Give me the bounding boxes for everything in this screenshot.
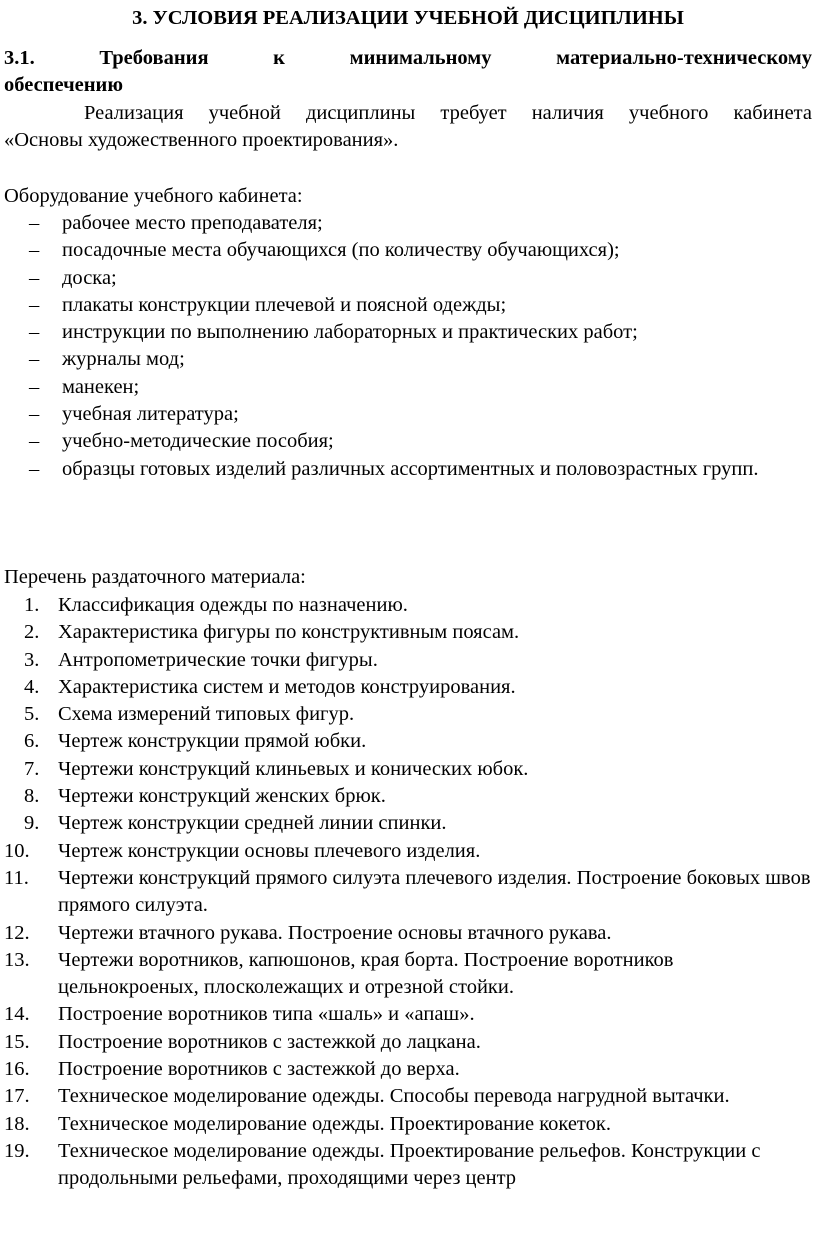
handout-item-number: 17.: [4, 1085, 30, 1108]
intro-paragraph-cont: «Основы художественного проектирования».: [4, 129, 399, 151]
handout-item-text: Чертежи конструкций прямого силуэта плечевого изделия. Построение боковых швов прямого силуэта.: [58, 866, 811, 917]
equipment-item: [0, 292, 816, 319]
handout-item: [0, 701, 816, 728]
equipment-item-text: доска;: [62, 266, 117, 289]
handout-item-text: Чертеж конструкции основы плечевого изделия.: [58, 839, 481, 862]
handout-item: [0, 728, 816, 755]
handout-item-text: Чертеж конструкции средней линии спинки.: [58, 812, 447, 835]
handout-item-number: 12.: [4, 921, 30, 944]
handout-item: [0, 947, 816, 1002]
handout-item-number: 1.: [24, 594, 40, 616]
handout-item-text: Техническое моделирование одежды. Способы перевода нагрудной вытачки.: [58, 1085, 730, 1108]
handout-item-number: 15.: [4, 1030, 30, 1053]
handout-item-text: Построение воротников типа «шаль» и «апаш».: [58, 1003, 475, 1026]
handout-item: [0, 1001, 816, 1028]
equipment-item-text: манекен;: [62, 375, 140, 398]
handout-item: [0, 674, 816, 701]
handout-item-number: 9.: [24, 812, 40, 835]
section-title: 3. УСЛОВИЯ РЕАЛИЗАЦИИ УЧЕБНОЙ ДИСЦИПЛИНЫ: [132, 7, 684, 29]
dash-marker: –: [29, 348, 40, 371]
dash-marker: –: [29, 375, 40, 398]
equipment-item: [0, 265, 816, 292]
dash-marker: –: [29, 266, 40, 289]
handout-item-number: 10.: [4, 839, 30, 862]
equipment-item: [0, 456, 816, 483]
dash-marker: –: [29, 293, 40, 316]
handout-item: [0, 1056, 816, 1083]
handout-item-text: Характеристика систем и методов конструирования.: [58, 675, 516, 698]
handout-item-number: 19.: [4, 1139, 30, 1162]
subsection-heading-cont: обеспечению: [4, 74, 124, 96]
handout-item-text: Техническое моделирование одежды. Проектирование кокеток.: [58, 1112, 611, 1135]
handout-item-text: Антропометрические точки фигуры.: [58, 648, 378, 671]
intro-paragraph: [4, 100, 812, 127]
equipment-item: [0, 346, 816, 373]
handout-item-text: Построение воротников с застежкой до верха.: [58, 1058, 460, 1081]
handout-item-number: 13.: [4, 948, 30, 971]
handout-item: [0, 865, 816, 920]
handout-item-text: Чертеж конструкции прямой юбки.: [58, 730, 367, 753]
handout-item: [0, 619, 816, 646]
handout-item-number: 11.: [4, 866, 29, 889]
dash-marker: –: [29, 430, 40, 453]
handout-item-number: 4.: [24, 675, 40, 698]
handout-item-text: Характеристика фигуры по конструктивным поясам.: [58, 621, 520, 644]
handout-title: Перечень раздаточного материала:: [4, 566, 306, 588]
subsection-heading: 3.1. Требования к минимальному материально-техническому: [4, 47, 812, 69]
equipment-item: [0, 374, 816, 401]
handout-item-number: 14.: [4, 1003, 30, 1026]
handout-item-text: Чертежи втачного рукава. Построение основы втачного рукава.: [58, 921, 612, 944]
dash-marker: –: [29, 403, 40, 426]
equipment-item-text: плакаты конструкции плечевой и поясной одежды;: [62, 293, 507, 316]
dash-marker: –: [29, 239, 40, 262]
handout-item-number: 5.: [24, 703, 40, 726]
handout-item: [0, 647, 816, 674]
equipment-item-text: посадочные места обучающихся (по количеству обучающихся);: [62, 239, 620, 262]
equipment-item: [0, 401, 816, 428]
handout-item: [0, 1029, 816, 1056]
handout-item: [0, 756, 816, 783]
handout-item-number: 7.: [24, 757, 40, 780]
handout-item: [0, 1083, 816, 1110]
handout-item: [0, 1138, 816, 1193]
handout-item-text: Чертежи воротников, капюшонов, края борта. Построение воротников цельнокроеных, плосколежащих и отрезной стойки.: [58, 948, 674, 999]
equipment-item: [0, 210, 816, 237]
handout-item: [0, 592, 816, 619]
handout-item: [0, 920, 816, 947]
handout-item-number: 18.: [4, 1112, 30, 1135]
equipment-title: Оборудование учебного кабинета:: [4, 185, 303, 207]
handout-item-number: 2.: [24, 621, 40, 644]
handout-item: [0, 783, 816, 810]
handout-item-text: Построение воротников с застежкой до лацкана.: [58, 1030, 481, 1053]
handout-item-text: Классификация одежды по назначению.: [58, 594, 408, 616]
equipment-item: [0, 237, 816, 264]
handout-item: [0, 1111, 816, 1138]
handout-item-number: 16.: [4, 1058, 30, 1081]
equipment-item-text: инструкции по выполнению лабораторных и практических работ;: [62, 321, 638, 344]
handout-item-number: 6.: [24, 730, 40, 753]
handout-item-text: Чертежи конструкций женских брюк.: [58, 785, 386, 808]
handout-item-number: 3.: [24, 648, 40, 671]
dash-marker: –: [29, 212, 40, 234]
equipment-item: [0, 428, 816, 455]
equipment-item-text: образцы готовых изделий различных ассортиментных и половозрастных групп.: [62, 457, 759, 480]
equipment-list: [0, 210, 816, 483]
handout-item: [0, 838, 816, 865]
dash-marker: –: [29, 457, 40, 480]
handout-item-text: Чертежи конструкций клиньевых и конических юбок.: [58, 757, 529, 780]
dash-marker: –: [29, 321, 40, 344]
equipment-item-text: рабочее место преподавателя;: [62, 212, 323, 234]
equipment-item-text: учебная литература;: [62, 403, 239, 426]
handout-item: [0, 810, 816, 837]
intro-line-1: Реализация учебной дисциплины требует наличия учебного кабинета: [84, 102, 812, 124]
equipment-item-text: учебно-методические пособия;: [62, 430, 334, 453]
equipment-item-text: журналы мод;: [62, 348, 185, 371]
handout-list: [0, 592, 816, 1193]
handout-item-text: Техническое моделирование одежды. Проектирование рельефов. Конструкции с продольными рельефами, проходящими через центр: [58, 1139, 761, 1190]
handout-item-number: 8.: [24, 785, 40, 808]
equipment-item: [0, 319, 816, 346]
handout-item-text: Схема измерений типовых фигур.: [58, 703, 355, 726]
